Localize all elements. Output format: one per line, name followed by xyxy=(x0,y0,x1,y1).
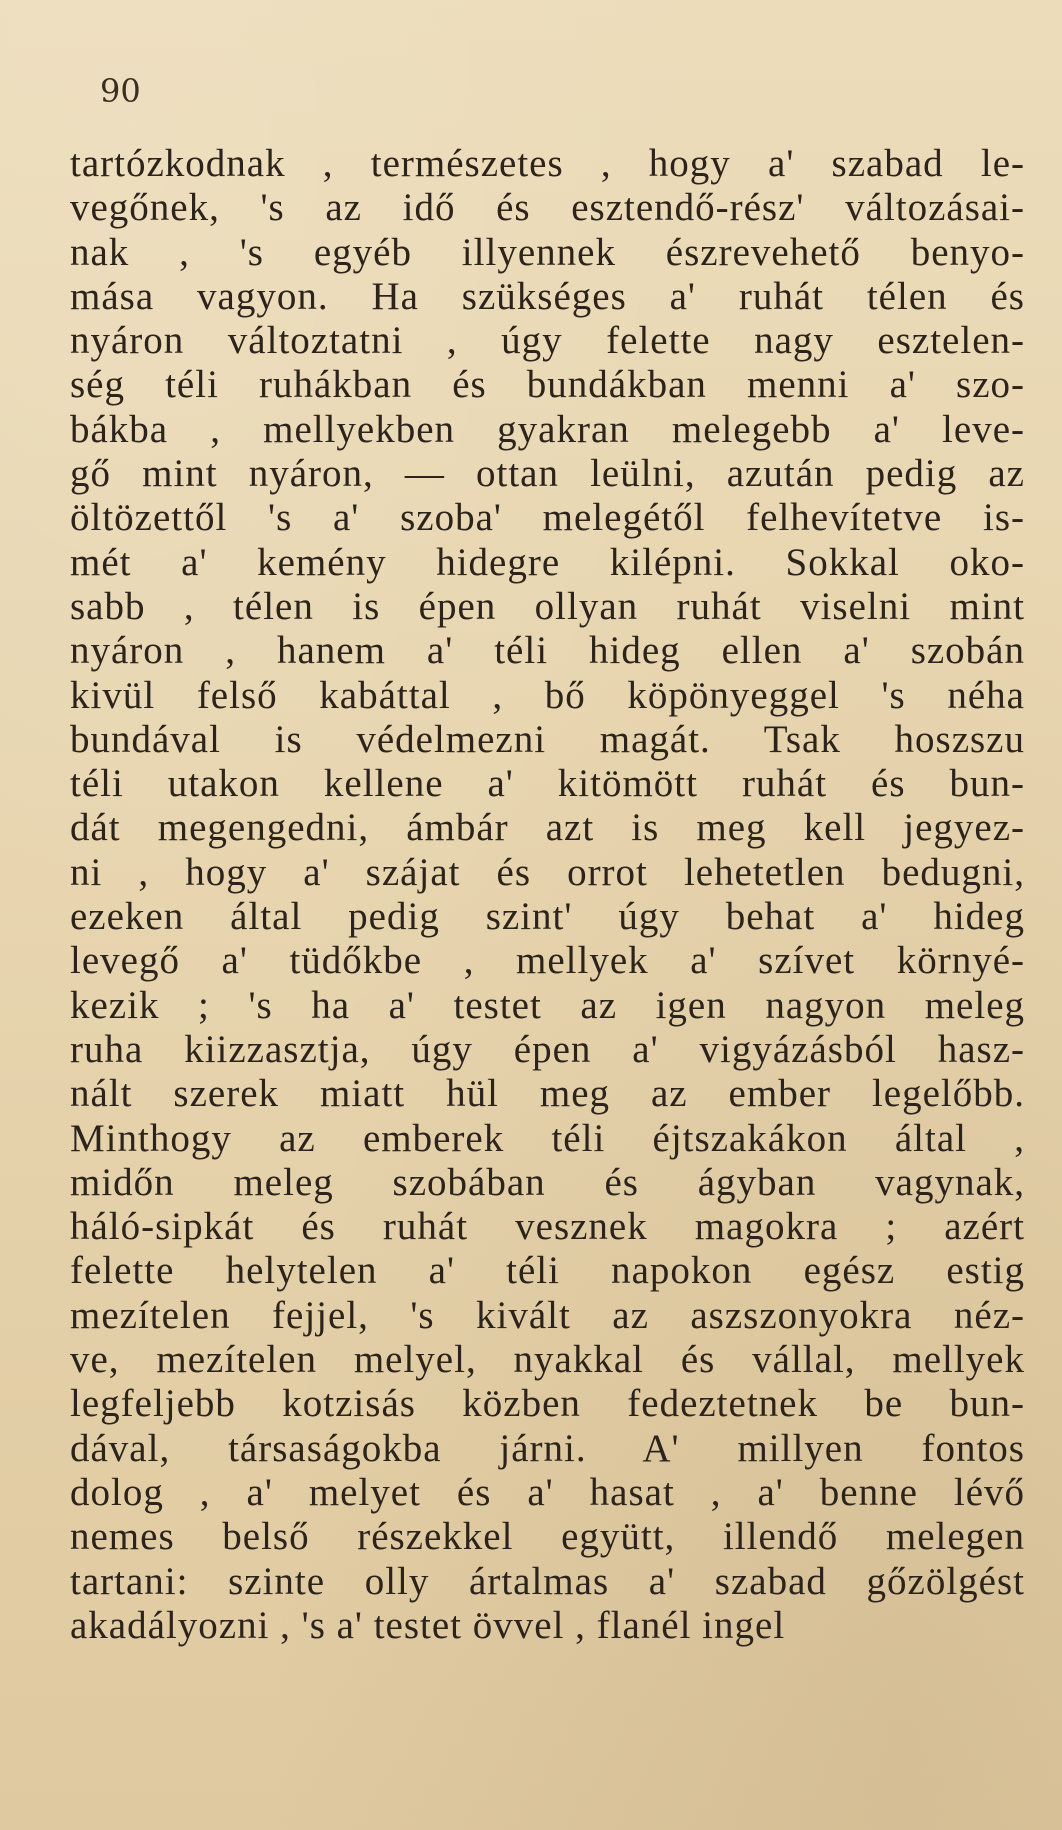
text-line: nemes belső részekkel együtt, illendő melegen xyxy=(70,1515,1025,1559)
text-line: gő mint nyáron, — ottan leülni, azután pedig az xyxy=(70,452,1025,496)
text-line: mása vagyon. Ha szükséges a' ruhát télen és xyxy=(70,274,1025,318)
text-line: háló-sipkát és ruhát vesznek magokra ; azért xyxy=(70,1205,1025,1249)
text-line: dát megengedni, ámbár azt is meg kell jegyez- xyxy=(70,806,1025,850)
text-line: téli utakon kellene a' kitömött ruhát és bun- xyxy=(70,762,1025,806)
text-line: felette helytelen a' téli napokon egész estig xyxy=(70,1249,1025,1293)
text-line: ve, mezítelen melyel, nyakkal és vállal, mellyek xyxy=(70,1338,1025,1382)
text-line: sabb , télen is épen ollyan ruhát viselni mint xyxy=(70,584,1025,628)
text-line: legfeljebb kotzisás közben fedeztetnek be bun- xyxy=(70,1382,1025,1426)
text-line: ség téli ruhákban és bundákban menni a' szo- xyxy=(70,363,1025,407)
text-line: ruha kiizzasztja, úgy épen a' vigyázásból hasz- xyxy=(70,1027,1025,1071)
body-text xyxy=(70,142,1025,1648)
text-line: tartózkodnak , természetes , hogy a' szabad le- xyxy=(70,142,1025,185)
text-line: Minthogy az emberek téli éjtszakákon által , xyxy=(70,1116,1025,1160)
text-line: akadályozni , 's a' testet övvel , flanél ingel xyxy=(70,1603,786,1647)
text-line: dolog , a' melyet és a' hasat , a' benne lévő xyxy=(70,1470,1025,1514)
text-line: kezik ; 's ha a' testet az igen nagyon meleg xyxy=(70,983,1025,1027)
text-line: midőn meleg szobában és ágyban vagynak, xyxy=(70,1160,1025,1204)
text-line: dával, társaságokba járni. A' millyen fontos xyxy=(70,1426,1025,1470)
text-line: tartani: szinte olly ártalmas a' szabad gőzölgést xyxy=(70,1559,1025,1603)
text-line: nyáron , hanem a' téli hideg ellen a' szobán xyxy=(70,629,1025,673)
text-line: levegő a' tüdőkbe , mellyek a' szívet környé- xyxy=(70,939,1025,983)
text-line: kivül felső kabáttal , bő köpönyeggel 's néha xyxy=(70,673,1025,717)
text-line: nak , 's egyéb illyennek észrevehető benyo- xyxy=(70,230,1025,274)
text-line: vegőnek, 's az idő és esztendő-rész' változásai- xyxy=(70,186,1025,230)
text-line: nált szerek miatt hül meg az ember legelőbb. xyxy=(70,1072,1025,1116)
text-line: mét a' kemény hidegre kilépni. Sokkal oko- xyxy=(70,540,1025,584)
text-line: ezeken által pedig szint' úgy behat a' hideg xyxy=(70,895,1025,939)
text-line: ni , hogy a' szájat és orrot lehetetlen bedugni, xyxy=(70,850,1025,894)
text-line: bákba , mellyekben gyakran melegebb a' leve- xyxy=(70,407,1025,451)
text-line: nyáron változtatni , úgy felette nagy esztelen- xyxy=(70,319,1025,363)
text-line: öltözettől 's a' szoba' melegétől felhevítetve is- xyxy=(70,496,1025,540)
text-line: bundával is védelmezni magát. Tsak hoszszu xyxy=(70,717,1025,761)
page-number: 90 xyxy=(100,72,141,110)
text-line: mezítelen fejjel, 's kivált az aszszonyokra néz- xyxy=(70,1293,1025,1337)
